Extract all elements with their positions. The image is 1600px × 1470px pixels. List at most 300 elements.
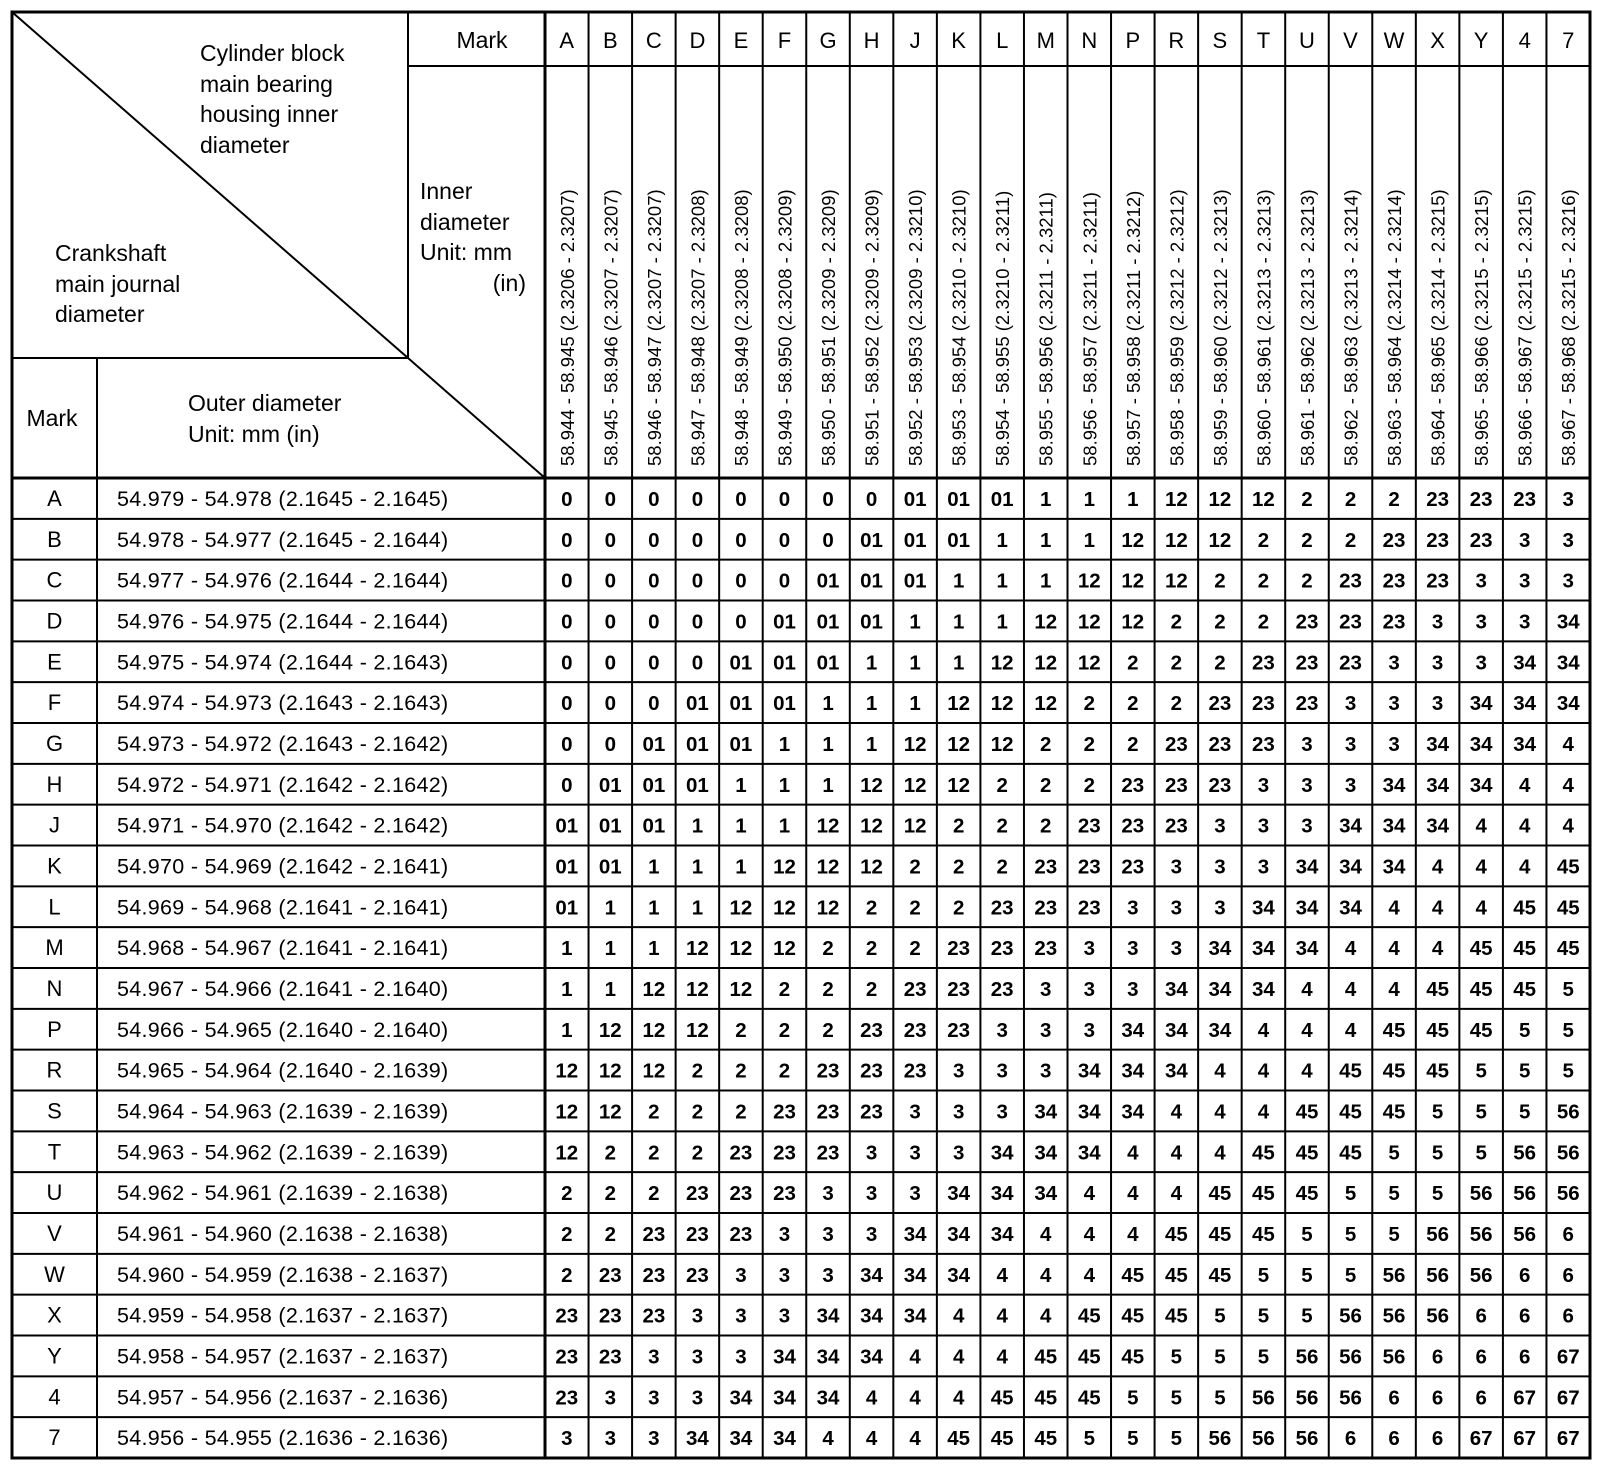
cell-value: 3 — [996, 1059, 1008, 1083]
cell-value: 2 — [561, 1222, 573, 1246]
row-mark-D: D — [46, 608, 63, 634]
cell-value: 5 — [1475, 1141, 1487, 1165]
row-outer-diameter: 54.958 - 54.957 (2.1637 - 2.1637) — [117, 1344, 449, 1369]
column-mark-4: 4 — [1518, 28, 1531, 53]
row-outer-diameter: 54.964 - 54.963 (2.1639 - 2.1639) — [117, 1099, 449, 1124]
cell-value: 3 — [1388, 732, 1400, 756]
column-mark-G: G — [819, 28, 837, 53]
cell-value: 23 — [903, 1059, 927, 1083]
cell-value: 4 — [1214, 1059, 1226, 1083]
cell-value: 2 — [822, 977, 834, 1001]
cell-value: 56 — [1513, 1222, 1537, 1246]
cell-value: 12 — [990, 651, 1014, 675]
cell-value: 45 — [1513, 896, 1537, 920]
cell-value: 1 — [1083, 528, 1095, 552]
cell-value: 0 — [604, 610, 617, 634]
column-inner-diameter: 58.950 - 58.951 (2.3209 - 2.3209) — [818, 189, 840, 466]
cell-value: 23 — [729, 1182, 753, 1206]
cell-value: 45 — [1121, 1345, 1145, 1369]
cell-value: 01 — [860, 528, 883, 552]
cell-value: 12 — [598, 1018, 622, 1042]
cell-value: 1 — [1040, 528, 1052, 552]
cell-value: 34 — [1034, 1100, 1058, 1124]
cell-value: 45 — [947, 1427, 971, 1451]
cell-value: 0 — [561, 773, 573, 797]
cell-value: 2 — [604, 1222, 617, 1246]
cell-value: 3 — [952, 1141, 965, 1165]
cell-value: 4 — [1518, 814, 1531, 838]
cell-value: 01 — [773, 651, 796, 675]
cell-value: 2 — [561, 1263, 573, 1287]
cell-value: 3 — [561, 1427, 573, 1451]
cell-value: 12 — [1034, 651, 1058, 675]
cell-value: 34 — [1121, 1059, 1145, 1083]
cell-value: 2 — [865, 937, 878, 961]
cell-value: 6 — [1388, 1427, 1400, 1451]
cell-value: 12 — [642, 977, 666, 1001]
cell-value: 12 — [642, 1059, 666, 1083]
cell-value: 5 — [1170, 1427, 1183, 1451]
cell-value: 56 — [1469, 1222, 1493, 1246]
cell-value: 4 — [1257, 1100, 1270, 1124]
cell-value: 5 — [1257, 1304, 1270, 1328]
cell-value: 2 — [1127, 732, 1139, 756]
cell-value: 4 — [1562, 773, 1574, 797]
cell-value: 3 — [604, 1386, 617, 1410]
cell-value: 23 — [685, 1222, 709, 1246]
cell-value: 3 — [1127, 937, 1139, 961]
cell-value: 0 — [778, 528, 791, 552]
cell-value: 2 — [996, 814, 1008, 838]
cell-value: 4 — [1127, 1141, 1139, 1165]
cell-value: 3 — [1301, 773, 1313, 797]
cell-value: 34 — [947, 1182, 971, 1206]
cell-value: 0 — [561, 610, 573, 634]
cell-value: 34 — [1164, 1059, 1188, 1083]
row-outer-diameter: 54.959 - 54.958 (2.1637 - 2.1637) — [117, 1303, 449, 1328]
cell-value: 34 — [1164, 1018, 1188, 1042]
cell-value: 1 — [1040, 569, 1052, 593]
cell-value: 12 — [729, 977, 753, 1001]
cell-value: 12 — [1121, 569, 1145, 593]
cell-value: 12 — [947, 773, 971, 797]
column-mark-X: X — [1430, 28, 1445, 53]
cell-value: 01 — [642, 732, 666, 756]
cell-value: 4 — [952, 1345, 965, 1369]
cell-value: 01 — [555, 814, 579, 838]
cell-value: 0 — [648, 528, 660, 552]
cell-value: 2 — [1301, 569, 1313, 593]
cell-value: 45 — [1208, 1182, 1232, 1206]
cell-value: 1 — [909, 651, 921, 675]
cell-value: 2 — [952, 896, 965, 920]
cell-value: 3 — [1518, 610, 1531, 634]
row-outer-diameter: 54.962 - 54.961 (2.1639 - 2.1638) — [117, 1181, 449, 1206]
cell-value: 56 — [1382, 1345, 1406, 1369]
cell-value: 23 — [1295, 692, 1319, 716]
cell-value: 34 — [1426, 773, 1450, 797]
row-outer-diameter: 54.965 - 54.964 (2.1640 - 2.1639) — [117, 1058, 449, 1083]
cell-value: 3 — [952, 1100, 965, 1124]
cell-value: 34 — [860, 1263, 883, 1287]
row-mark-C: C — [46, 567, 63, 593]
cell-value: 23 — [729, 1141, 753, 1165]
cell-value: 34 — [1469, 773, 1493, 797]
cell-value: 23 — [1164, 814, 1188, 838]
cell-value: 01 — [816, 651, 840, 675]
cell-value: 34 — [773, 1386, 796, 1410]
cell-value: 5 — [1518, 1059, 1531, 1083]
column-mark-T: T — [1256, 28, 1271, 53]
cell-value: 01 — [555, 896, 579, 920]
cell-value: 0 — [691, 610, 704, 634]
cell-value: 2 — [909, 896, 921, 920]
cell-value: 01 — [773, 692, 796, 716]
column-inner-diameter: 58.966 - 58.967 (2.3215 - 2.3215) — [1514, 189, 1536, 466]
outer-diameter-label-1: Outer diameter — [188, 390, 342, 416]
cell-value: 6 — [1518, 1345, 1531, 1369]
cell-value: 2 — [1127, 651, 1139, 675]
cell-value: 45 — [1077, 1386, 1101, 1410]
cell-value: 45 — [1426, 1059, 1450, 1083]
cell-value: 2 — [865, 896, 878, 920]
cell-value: 4 — [1083, 1263, 1095, 1287]
cell-value: 45 — [1034, 1386, 1058, 1410]
cell-value: 12 — [903, 732, 927, 756]
cell-value: 0 — [691, 487, 704, 511]
cell-value: 23 — [1339, 569, 1362, 593]
cell-value: 4 — [1344, 977, 1357, 1001]
cell-value: 23 — [1077, 814, 1101, 838]
cell-value: 4 — [1040, 1263, 1052, 1287]
column-mark-N: N — [1081, 28, 1098, 53]
cell-value: 5 — [1344, 1182, 1357, 1206]
cell-value: 2 — [648, 1141, 660, 1165]
cell-value: 5 — [1388, 1222, 1400, 1246]
cell-value: 1 — [778, 773, 791, 797]
cell-value: 1 — [735, 814, 747, 838]
cell-value: 56 — [1252, 1386, 1275, 1410]
cell-value: 34 — [816, 1345, 840, 1369]
cell-value: 4 — [1170, 1100, 1183, 1124]
column-mark-J: J — [909, 28, 921, 53]
cell-value: 3 — [1040, 1059, 1052, 1083]
cell-value: 4 — [1388, 937, 1400, 961]
column-mark-F: F — [777, 28, 792, 53]
cell-value: 45 — [990, 1427, 1014, 1451]
row-mark-J: J — [49, 812, 60, 838]
cell-value: 23 — [555, 1345, 579, 1369]
cell-value: 1 — [561, 937, 573, 961]
cell-value: 3 — [1214, 896, 1226, 920]
cell-value: 5 — [1257, 1345, 1270, 1369]
cell-value: 0 — [648, 692, 660, 716]
cell-value: 3 — [1214, 855, 1226, 879]
cell-value: 67 — [1469, 1427, 1493, 1451]
cell-value: 3 — [822, 1222, 834, 1246]
cell-value: 2 — [778, 1018, 791, 1042]
cell-value: 2 — [1170, 610, 1183, 634]
cell-value: 1 — [561, 1018, 573, 1042]
cell-value: 23 — [947, 937, 971, 961]
cell-value: 34 — [1339, 855, 1362, 879]
cell-value: 2 — [1170, 651, 1183, 675]
cell-value: 0 — [604, 692, 617, 716]
cell-value: 4 — [1040, 1222, 1052, 1246]
cell-value: 01 — [816, 610, 840, 634]
cell-value: 4 — [1388, 977, 1400, 1001]
cell-value: 1 — [604, 937, 617, 961]
cell-value: 01 — [685, 692, 709, 716]
inner-diameter-label-3: Unit: mm — [420, 239, 512, 265]
cell-value: 01 — [642, 814, 666, 838]
cell-value: 3 — [865, 1222, 878, 1246]
column-inner-diameter: 58.958 - 58.959 (2.3212 - 2.3212) — [1166, 189, 1188, 466]
cell-value: 12 — [1034, 692, 1058, 716]
cell-value: 0 — [561, 692, 573, 716]
cell-value: 23 — [1252, 692, 1275, 716]
cell-value: 0 — [865, 487, 878, 511]
cell-value: 3 — [1431, 692, 1444, 716]
column-mark-7: 7 — [1562, 28, 1575, 53]
row-mark-Y: Y — [47, 1343, 62, 1369]
cell-value: 5 — [1170, 1386, 1183, 1410]
cell-value: 1 — [691, 855, 704, 879]
cell-value: 1 — [778, 814, 791, 838]
cell-value: 12 — [990, 732, 1014, 756]
row-outer-diameter: 54.966 - 54.965 (2.1640 - 2.1640) — [117, 1017, 449, 1042]
cell-value: 4 — [1475, 814, 1487, 838]
cell-value: 12 — [1164, 487, 1188, 511]
cell-value: 3 — [1170, 896, 1183, 920]
cell-value: 3 — [648, 1427, 660, 1451]
cell-value: 01 — [773, 610, 796, 634]
cell-value: 2 — [996, 773, 1008, 797]
cell-value: 45 — [1295, 1100, 1319, 1124]
cell-value: 4 — [1301, 977, 1313, 1001]
cell-value: 01 — [729, 732, 753, 756]
cell-value: 34 — [1556, 692, 1580, 716]
cell-value: 23 — [990, 977, 1014, 1001]
cell-value: 23 — [947, 977, 971, 1001]
cell-value: 45 — [1469, 977, 1493, 1001]
cell-value: 34 — [1295, 937, 1319, 961]
cell-value: 34 — [1513, 732, 1537, 756]
cell-value: 1 — [648, 937, 660, 961]
cell-value: 34 — [990, 1141, 1014, 1165]
cell-value: 45 — [1513, 977, 1537, 1001]
cell-value: 45 — [1556, 896, 1580, 920]
cell-value: 2 — [1040, 773, 1052, 797]
cell-value: 34 — [1252, 896, 1275, 920]
column-mark-U: U — [1299, 28, 1315, 53]
cell-value: 56 — [1556, 1100, 1580, 1124]
cell-value: 12 — [816, 855, 840, 879]
cell-value: 5 — [1214, 1345, 1226, 1369]
row-outer-diameter: 54.974 - 54.973 (2.1643 - 2.1643) — [117, 691, 449, 716]
cell-value: 3 — [1214, 814, 1226, 838]
cell-value: 3 — [1040, 977, 1052, 1001]
cell-value: 67 — [1556, 1345, 1580, 1369]
cell-value: 0 — [735, 569, 747, 593]
cell-value: 56 — [1426, 1304, 1450, 1328]
column-inner-diameter: 58.951 - 58.952 (2.3209 - 2.3209) — [861, 189, 883, 466]
cell-value: 56 — [1556, 1141, 1580, 1165]
column-mark-D: D — [689, 28, 706, 53]
cell-value: 23 — [1034, 896, 1058, 920]
cell-value: 56 — [1426, 1263, 1450, 1287]
cell-value: 6 — [1475, 1304, 1487, 1328]
cell-value: 34 — [1426, 814, 1450, 838]
cell-value: 0 — [561, 651, 573, 675]
cell-value: 12 — [1077, 651, 1101, 675]
cell-value: 23 — [1382, 528, 1406, 552]
cell-value: 56 — [1556, 1182, 1580, 1206]
cell-value: 5 — [1344, 1263, 1357, 1287]
cell-value: 5 — [1344, 1222, 1357, 1246]
cell-value: 45 — [1382, 1100, 1406, 1124]
cell-value: 45 — [1382, 1059, 1406, 1083]
cell-value: 1 — [822, 732, 834, 756]
cell-value: 3 — [691, 1386, 704, 1410]
column-inner-diameter: 58.948 - 58.949 (2.3208 - 2.3208) — [730, 189, 752, 466]
cell-value: 2 — [735, 1059, 747, 1083]
cell-value: 12 — [1121, 528, 1145, 552]
cell-value: 23 — [1077, 896, 1101, 920]
cell-value: 3 — [1475, 651, 1487, 675]
cell-value: 3 — [735, 1263, 747, 1287]
cell-value: 2 — [1083, 732, 1095, 756]
cell-value: 2 — [604, 1141, 617, 1165]
cell-value: 23 — [860, 1059, 883, 1083]
cell-value: 34 — [1513, 692, 1537, 716]
cell-value: 12 — [1208, 528, 1232, 552]
cell-value: 12 — [1077, 610, 1101, 634]
cell-value: 3 — [1257, 773, 1270, 797]
cell-value: 23 — [1208, 732, 1232, 756]
cell-value: 6 — [1431, 1345, 1444, 1369]
cell-value: 4 — [996, 1263, 1008, 1287]
cell-value: 2 — [1257, 528, 1270, 552]
cell-value: 12 — [1121, 610, 1145, 634]
cell-value: 34 — [729, 1427, 753, 1451]
cell-value: 23 — [773, 1100, 796, 1124]
cell-value: 1 — [822, 692, 834, 716]
cell-value: 01 — [903, 528, 927, 552]
column-mark-S: S — [1212, 28, 1228, 53]
cell-value: 23 — [729, 1222, 753, 1246]
column-inner-diameter: 58.956 - 58.957 (2.3211 - 2.3211) — [1079, 192, 1101, 466]
cell-value: 0 — [604, 528, 617, 552]
cell-value: 23 — [903, 977, 927, 1001]
cell-value: 56 — [1426, 1222, 1450, 1246]
column-mark-Y: Y — [1473, 28, 1489, 53]
cell-value: 4 — [865, 1427, 878, 1451]
row-mark-U: U — [46, 1180, 63, 1206]
cylinder-block-label-3: housing inner — [200, 101, 339, 127]
cell-value: 3 — [648, 1345, 660, 1369]
cell-value: 1 — [648, 896, 660, 920]
cell-value: 34 — [1556, 610, 1580, 634]
cell-value: 4 — [1083, 1182, 1095, 1206]
cell-value: 45 — [1556, 937, 1580, 961]
row-mark-4: 4 — [48, 1384, 61, 1410]
cell-value: 2 — [1083, 773, 1095, 797]
cell-value: 12 — [1034, 610, 1058, 634]
cell-value: 4 — [1301, 1059, 1313, 1083]
cell-value: 4 — [1127, 1182, 1139, 1206]
cell-value: 3 — [1127, 896, 1139, 920]
cell-value: 3 — [1431, 610, 1444, 634]
cell-value: 3 — [691, 1345, 704, 1369]
column-inner-diameter: 58.947 - 58.948 (2.3207 - 2.3208) — [687, 189, 709, 466]
cell-value: 34 — [1382, 855, 1406, 879]
cell-value: 1 — [691, 814, 704, 838]
row-outer-diameter: 54.967 - 54.966 (2.1641 - 2.1640) — [117, 976, 449, 1001]
row-outer-diameter: 54.968 - 54.967 (2.1641 - 2.1641) — [117, 936, 449, 961]
cell-value: 4 — [996, 1304, 1008, 1328]
cell-value: 3 — [1518, 569, 1531, 593]
cell-value: 4 — [1344, 937, 1357, 961]
cell-value: 1 — [909, 610, 921, 634]
cell-value: 4 — [1431, 937, 1444, 961]
cell-value: 5 — [1518, 1100, 1531, 1124]
cell-value: 34 — [1382, 773, 1406, 797]
cell-value: 1 — [648, 855, 660, 879]
row-mark-7: 7 — [48, 1425, 61, 1451]
cell-value: 23 — [1469, 487, 1493, 511]
row-outer-diameter: 54.970 - 54.969 (2.1642 - 2.1641) — [117, 854, 449, 879]
cell-value: 3 — [1040, 1018, 1052, 1042]
cell-value: 1 — [865, 732, 878, 756]
column-inner-diameter: 58.961 - 58.962 (2.3213 - 2.3213) — [1296, 189, 1318, 466]
cell-value: 4 — [1475, 896, 1487, 920]
cell-value: 34 — [1382, 814, 1406, 838]
cell-value: 23 — [1513, 487, 1537, 511]
cell-value: 4 — [1214, 1141, 1226, 1165]
cell-value: 56 — [1469, 1182, 1493, 1206]
cell-value: 6 — [1518, 1304, 1531, 1328]
cell-value: 5 — [1127, 1386, 1139, 1410]
cell-value: 4 — [952, 1304, 965, 1328]
cell-value: 34 — [1252, 937, 1275, 961]
cell-value: 12 — [685, 977, 709, 1001]
cell-value: 23 — [903, 1018, 927, 1042]
column-inner-diameter: 58.967 - 58.968 (2.3215 - 2.3216) — [1558, 189, 1580, 466]
cell-value: 23 — [1121, 773, 1145, 797]
cell-value: 2 — [1083, 692, 1095, 716]
column-inner-diameter: 58.957 - 58.958 (2.3211 - 2.3212) — [1122, 190, 1144, 466]
cell-value: 3 — [1388, 651, 1400, 675]
cell-value: 34 — [1469, 732, 1493, 756]
cell-value: 0 — [822, 487, 834, 511]
cell-value: 3 — [952, 1059, 965, 1083]
cell-value: 2 — [1301, 487, 1313, 511]
cell-value: 12 — [990, 692, 1014, 716]
cell-value: 34 — [947, 1263, 971, 1287]
cell-value: 12 — [642, 1018, 666, 1042]
cell-value: 5 — [1127, 1427, 1139, 1451]
cell-value: 23 — [990, 937, 1014, 961]
cell-value: 34 — [1252, 977, 1275, 1001]
cell-value: 0 — [604, 487, 617, 511]
row-mark-R: R — [46, 1057, 63, 1083]
cell-value: 23 — [1252, 732, 1275, 756]
cell-value: 23 — [598, 1263, 622, 1287]
cell-value: 12 — [1164, 569, 1188, 593]
column-inner-diameter: 58.949 - 58.950 (2.3208 - 2.3209) — [774, 189, 796, 466]
cell-value: 2 — [561, 1182, 573, 1206]
